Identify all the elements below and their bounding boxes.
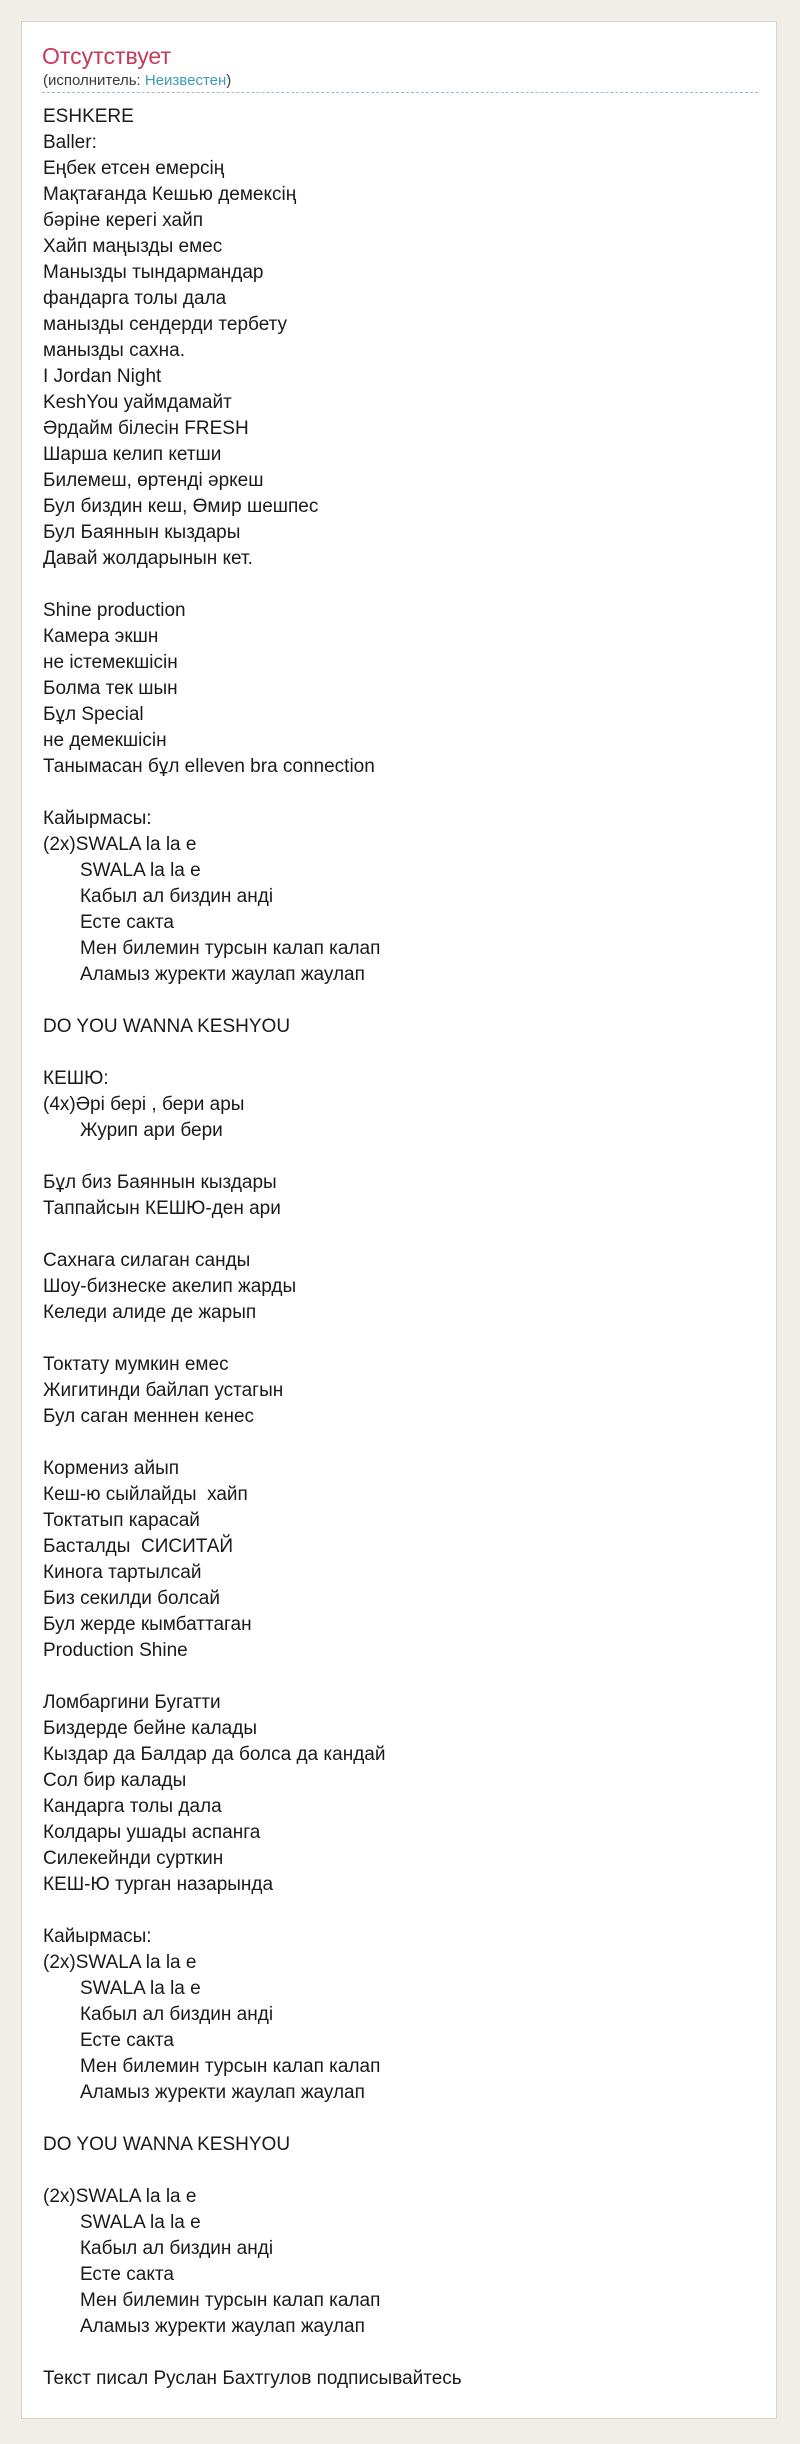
header-divider <box>42 92 758 93</box>
lyric-blank-line <box>43 988 755 1014</box>
lyric-line: (2x)SWALA la la e <box>43 834 197 855</box>
lyric-line: фандарга толы дала <box>43 288 227 309</box>
lyric-line: КЕШ-Ю турган назарында <box>43 1874 274 1895</box>
lyric-line: I Jordan Night <box>43 366 162 387</box>
lyric-blank-line <box>43 1040 755 1066</box>
lyric-blank-line <box>43 1898 755 1924</box>
lyric-line: Манызды тындармандар <box>43 262 264 283</box>
lyric-line: Кандарга толы дала <box>43 1796 222 1817</box>
lyric-line: Журип ари бери <box>43 1120 223 1141</box>
lyric-blank-line <box>43 1144 755 1170</box>
lyric-line: Давай жолдарынын кет. <box>43 548 253 569</box>
lyric-line: Мен билемин турсын калап калап <box>43 2056 381 2077</box>
lyric-line: (2x)SWALA la la e <box>43 1952 197 1973</box>
lyric-line: Шарша келип кетши <box>43 444 222 465</box>
lyric-line: Кабыл ал биздин анді <box>43 2004 274 2025</box>
lyric-line: Әрдайм білесін FRESH <box>43 418 249 439</box>
lyric-line: Мен билемин турсын калап калап <box>43 938 381 959</box>
artist-line <box>43 72 231 90</box>
lyric-line: манызды сахна. <box>43 340 185 361</box>
lyric-line: Бұл биз Баяннын кыздары <box>43 1172 277 1193</box>
lyric-line: Мақтағанда Кешью демексің <box>43 184 297 205</box>
lyric-line: Есте сакта <box>43 912 174 933</box>
lyric-line: Басталды СИСИТАЙ <box>43 1536 234 1557</box>
lyric-line: Таппайсын КЕШЮ-ден ари <box>43 1198 281 1219</box>
lyric-line: Келеди алиде де жарып <box>43 1302 257 1323</box>
lyric-line: Камера экшн <box>43 626 159 647</box>
lyric-line: Сахнага силаган санды <box>43 1250 251 1271</box>
lyric-line: Есте сакта <box>43 2264 174 2285</box>
lyric-blank-line <box>43 1326 755 1352</box>
lyrics-body <box>43 104 755 2392</box>
lyric-line: не демекшісін <box>43 730 167 751</box>
lyric-blank-line <box>43 780 755 806</box>
artist-suffix: ) <box>226 72 232 89</box>
lyric-line: Танымасан бұл elleven bra connection <box>43 756 375 777</box>
lyric-line: Биздерде бейне калады <box>43 1718 257 1739</box>
lyric-line: Болма тек шын <box>43 678 178 699</box>
lyric-line: Ломбаргини Бугатти <box>43 1692 221 1713</box>
lyric-line: Силекейнди сурткин <box>43 1848 224 1869</box>
lyric-blank-line <box>43 1430 755 1456</box>
lyric-line: КЕШЮ: <box>43 1068 109 1089</box>
artist-prefix: (исполнитель: <box>43 72 145 89</box>
lyric-blank-line <box>43 1222 755 1248</box>
lyric-line: Токтатып карасай <box>43 1510 200 1531</box>
lyric-blank-line <box>43 2158 755 2184</box>
lyric-line: SWALA la la e <box>43 1978 201 1999</box>
lyric-line: SWALA la la e <box>43 860 201 881</box>
lyric-line: Аламыз журекти жаулап жаулап <box>43 2082 365 2103</box>
lyric-line: Кинога тартылсай <box>43 1562 202 1583</box>
lyric-line: Токтату мумкин емес <box>43 1354 229 1375</box>
lyric-line: Кеш-ю сыйлайды хайп <box>43 1484 248 1505</box>
lyric-line: Жигитинди байлап устагын <box>43 1380 284 1401</box>
lyric-line: Билемеш, өртенді әркеш <box>43 470 264 491</box>
lyric-line: Биз секилди болсай <box>43 1588 220 1609</box>
lyric-line: Кайырмасы: <box>43 1926 152 1947</box>
lyric-line: не істемекшісін <box>43 652 178 673</box>
lyric-blank-line <box>43 572 755 598</box>
lyric-line: Бул саган меннен кенес <box>43 1406 255 1427</box>
lyric-line: Кыздар да Балдар да болса да кандай <box>43 1744 386 1765</box>
lyric-line: (4x)Әрі бері , бери ары <box>43 1094 245 1115</box>
lyric-line: Хайп маңызды емес <box>43 236 223 257</box>
lyric-blank-line <box>43 1664 755 1690</box>
lyric-line: Шоу-бизнеске акелип жарды <box>43 1276 297 1297</box>
lyric-line: Бул жерде кымбаттаган <box>43 1614 252 1635</box>
lyric-line: Кормениз айып <box>43 1458 180 1479</box>
lyric-line: бәріне керегі хайп <box>43 210 203 231</box>
lyric-line: Еңбек етсен емерсің <box>43 158 225 179</box>
lyric-line: Shine production <box>43 600 186 621</box>
lyric-line: Baller: <box>43 132 97 153</box>
lyric-line: Бул Баяннын кыздары <box>43 522 241 543</box>
lyric-line: Кабыл ал биздин анді <box>43 886 274 907</box>
lyric-line: Текст писал Руслан Бахтгулов подписывайтесь <box>43 2368 462 2389</box>
lyric-blank-line <box>43 2106 755 2132</box>
song-title: Отсутствует <box>42 43 171 69</box>
lyric-line: манызды сендерди тербету <box>43 314 288 335</box>
lyric-blank-line <box>43 2340 755 2366</box>
lyric-line: Кайырмасы: <box>43 808 152 829</box>
lyric-line: ESHKERE <box>43 106 134 127</box>
lyric-line: Сол бир калады <box>43 1770 187 1791</box>
lyric-line: DO YOU WANNA KESHYOU <box>43 1016 291 1037</box>
lyric-line: Мен билемин турсын калап калап <box>43 2290 381 2311</box>
lyric-line: Production Shine <box>43 1640 188 1661</box>
lyric-line: KeshYou уаймдамайт <box>43 392 232 413</box>
lyric-line: SWALA la la e <box>43 2212 201 2233</box>
lyric-line: Кабыл ал биздин анді <box>43 2238 274 2259</box>
lyric-line: Колдары ушады аспанга <box>43 1822 261 1843</box>
lyric-line: Бул биздин кеш, Өмир шешпес <box>43 496 319 517</box>
lyric-line: Есте сакта <box>43 2030 174 2051</box>
lyric-line: Бұл Special <box>43 704 144 725</box>
lyric-line: Аламыз журекти жаулап жаулап <box>43 2316 365 2337</box>
lyrics-card <box>21 21 777 2419</box>
lyric-line: (2x)SWALA la la e <box>43 2186 197 2207</box>
lyric-line: Аламыз журекти жаулап жаулап <box>43 964 365 985</box>
lyric-line: DO YOU WANNA KESHYOU <box>43 2134 291 2155</box>
artist-link[interactable]: Неизвестен <box>144 72 227 89</box>
